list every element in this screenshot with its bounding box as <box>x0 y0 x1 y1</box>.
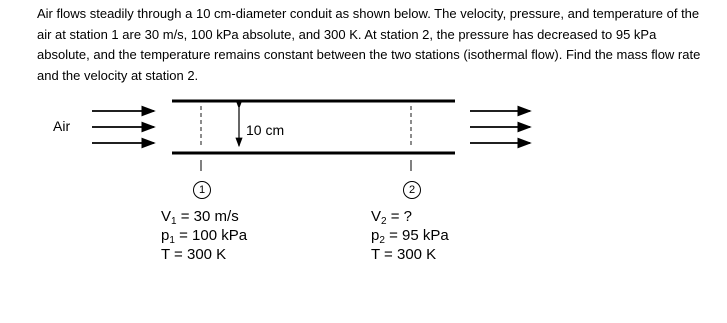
station1-number: 1 <box>193 181 211 199</box>
station2-temperature: T = 300 K <box>371 246 437 263</box>
station2-velocity-symbol: V <box>371 208 382 225</box>
station1-conditions <box>161 207 247 264</box>
air-label: Air <box>53 118 71 134</box>
station1-pressure <box>161 226 247 245</box>
station1-pressure-symbol: p <box>161 227 170 244</box>
station2-conditions <box>371 207 449 264</box>
station1-velocity-symbol: V <box>161 208 172 225</box>
station2-pressure <box>371 226 449 245</box>
station1-pressure-subscript: 1 <box>169 235 175 246</box>
station2-number: 2 <box>403 181 421 199</box>
station1-velocity-subscript: 1 <box>171 216 177 227</box>
station2-pressure-subscript: 2 <box>379 235 385 246</box>
station2-pressure-symbol: p <box>371 227 380 244</box>
station2-pressure-value: = 95 kPa <box>389 227 449 244</box>
station1-temperature: T = 300 K <box>161 246 227 263</box>
diameter-label: 10 cm <box>246 122 285 138</box>
station1-velocity <box>161 207 247 226</box>
station1-pressure-value: = 100 kPa <box>179 227 248 244</box>
station1-velocity-value: = 30 m/s <box>180 208 239 225</box>
station2-velocity-value: = ? <box>390 208 413 225</box>
problem-statement: Air flows steadily through a 10 cm-diameter conduit as shown below. The velocity, pressure, and temperature of the air at station 1 are 30 m/s, 100 kPa absolute, and 300 K. At station 2, the pressure has decreased to 95 kPa absolute, and the temperature remains constant between the two stations (isothermal flow). Find the mass flow rate and the velocity at station 2. <box>37 6 701 83</box>
station2-velocity <box>371 207 449 226</box>
station2-velocity-subscript: 2 <box>381 216 387 227</box>
